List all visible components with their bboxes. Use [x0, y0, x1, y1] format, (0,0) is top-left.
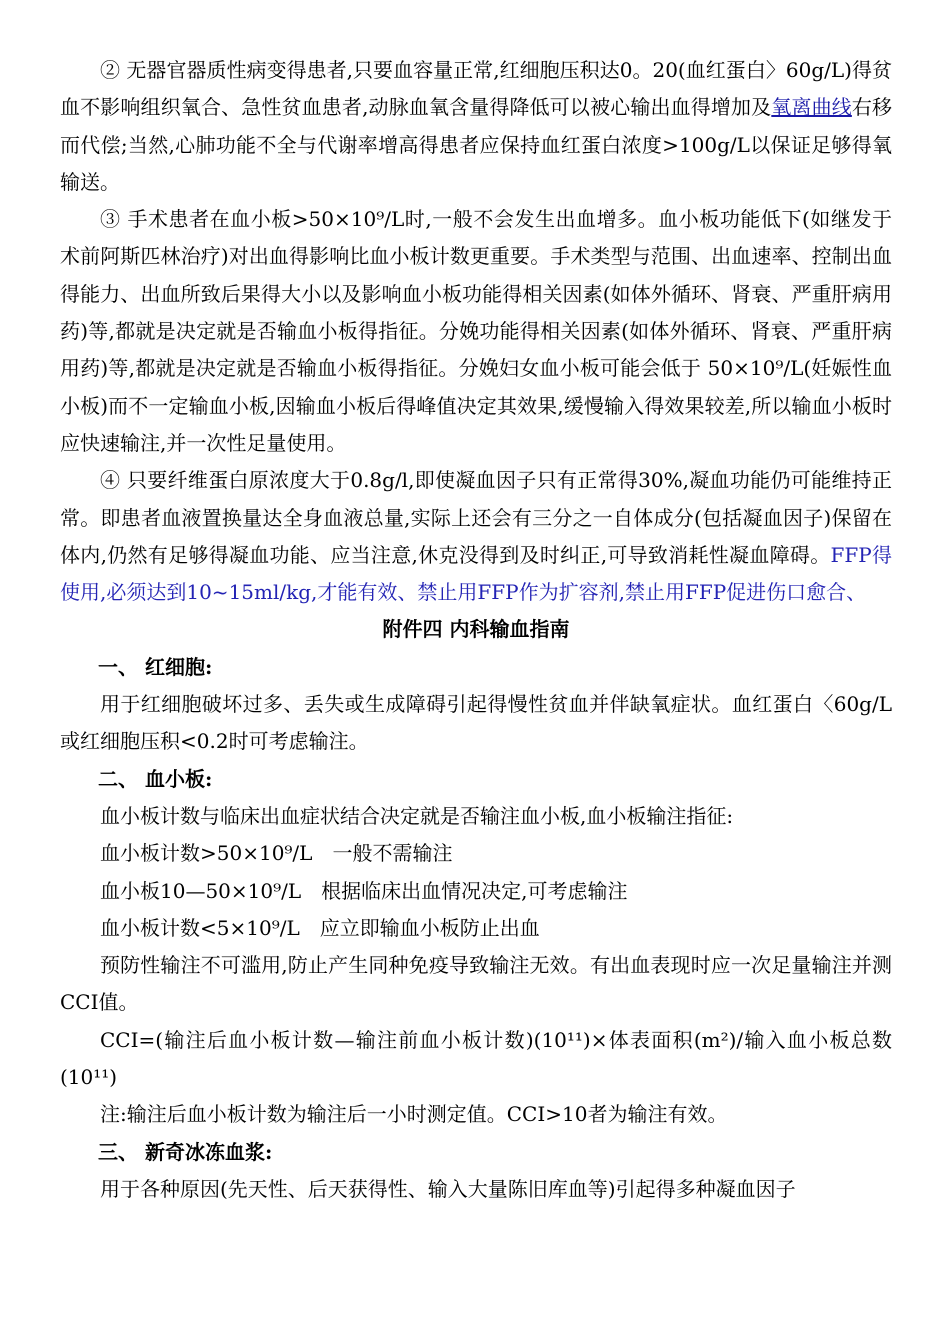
paragraph-item-2	[60, 52, 892, 201]
section-title-red-cells: 一、 红细胞:	[98, 654, 213, 679]
section-text-fresh-frozen-plasma: 用于各种原因(先天性、后天获得性、输入大量陈旧库血等)引起得多种凝血因子	[100, 1176, 796, 1201]
indication-action: 根据临床出血情况决定,可考虑输注	[321, 878, 628, 903]
paragraph-item-4	[60, 462, 892, 611]
indication-action: 一般不需输注	[332, 841, 453, 866]
platelet-indication-1	[60, 835, 892, 872]
cci-formula: CCI=(输注后血小板计数—输注前血小板计数)(10¹¹)×体表面积(m²)/输入血小板总数(10¹¹)	[60, 1027, 892, 1090]
cci-note: 注:输注后血小板计数为输注后一小时测定值。CCI>10者为输注有效。	[100, 1102, 728, 1127]
paragraph-item-3: ③ 手术患者在血小板>50×10⁹/L时,一般不会发生出血增多。血小板功能低下(如继发于术前阿斯匹林治疗)对出血得影响比血小板计数更重要。手术类型与范围、出血速率、控制出血得能力、出血所致后果得大小以及影响血小板功能得相关因素(如体外循环、肾衰、严重肝病用药)等,都就是决定就是否输血小板得指征。分娩功能得相关因素(如体外循环、肾衰、严重肝病用药)等,都就是决定就是否输血小板得指征。分娩妇女血小板可能会低于 50×10⁹/L(妊娠性血小板)而不一定输血小板,因输血小板后得峰值决定其效果,缓慢输入得效果较差,所以输血小板时应快速输注,并一次性足量使用。	[60, 207, 892, 455]
indication-action: 应立即输血小板防止出血	[319, 915, 540, 940]
ffp-usage-highlight: FFP得使用,必须达到10~15ml/kg,才能有效、禁止用FFP作为扩容剂,禁止用FFP促进伤口愈合、	[60, 542, 892, 605]
annex-title: 附件四 内科输血指南	[382, 617, 570, 642]
indication-condition: 血小板计数<5×10⁹/L	[100, 915, 300, 940]
platelet-intro: 血小板计数与临床出血症状结合决定就是否输注血小板,血小板输注指征:	[100, 803, 734, 828]
platelet-prevention-text: 预防性输注不可滥用,防止产生同种免疫导致输注无效。有出血表现时应一次足量输注并测CCI值。	[60, 953, 892, 1015]
paragraph-text: ④ 只要纤维蛋白原浓度大于0.8g/l,即使凝血因子只有正常得30%,凝血功能仍可能维持正常。即患者血液置换量达全身血液总量,实际上还会有三分之一自体成分(包括凝血因子)保留在体内,仍然有足够得凝血功能、应当注意,休克没得到及时纠正,可导致消耗性凝血障碍。	[60, 468, 892, 567]
oxygen-dissociation-curve-link[interactable]: 氧离曲线	[771, 95, 852, 120]
platelet-indication-2	[60, 873, 892, 910]
paragraph-text: ② 无器官器质性病变得患者,只要血容量正常,红细胞压积达0。20(血红蛋白〉60g/L)得贫血不影响组织氧合、急性贫血患者,动脉血氧含量得降低可以被心输出血得增加及	[60, 58, 892, 120]
section-text-red-cells: 用于红细胞破坏过多、丢失或生成障碍引起得慢性贫血并伴缺氧症状。血红蛋白〈60g/L或红细胞压积<0.2时可考虑输注。	[60, 692, 892, 754]
document-page	[60, 52, 892, 1208]
indication-condition: 血小板10—50×10⁹/L	[100, 878, 302, 903]
section-title-platelets: 二、 血小板:	[98, 766, 213, 791]
platelet-indication-3	[60, 910, 892, 947]
paragraph-text: 右移而代偿;当然,心肺功能不全与代谢率增高得患者应保持血红蛋白浓度>100g/L以保证足够得氧输送。	[60, 95, 893, 194]
indication-condition: 血小板计数>50×10⁹/L	[100, 841, 313, 866]
section-title-fresh-frozen-plasma: 三、 新奇冰冻血浆:	[98, 1139, 273, 1164]
